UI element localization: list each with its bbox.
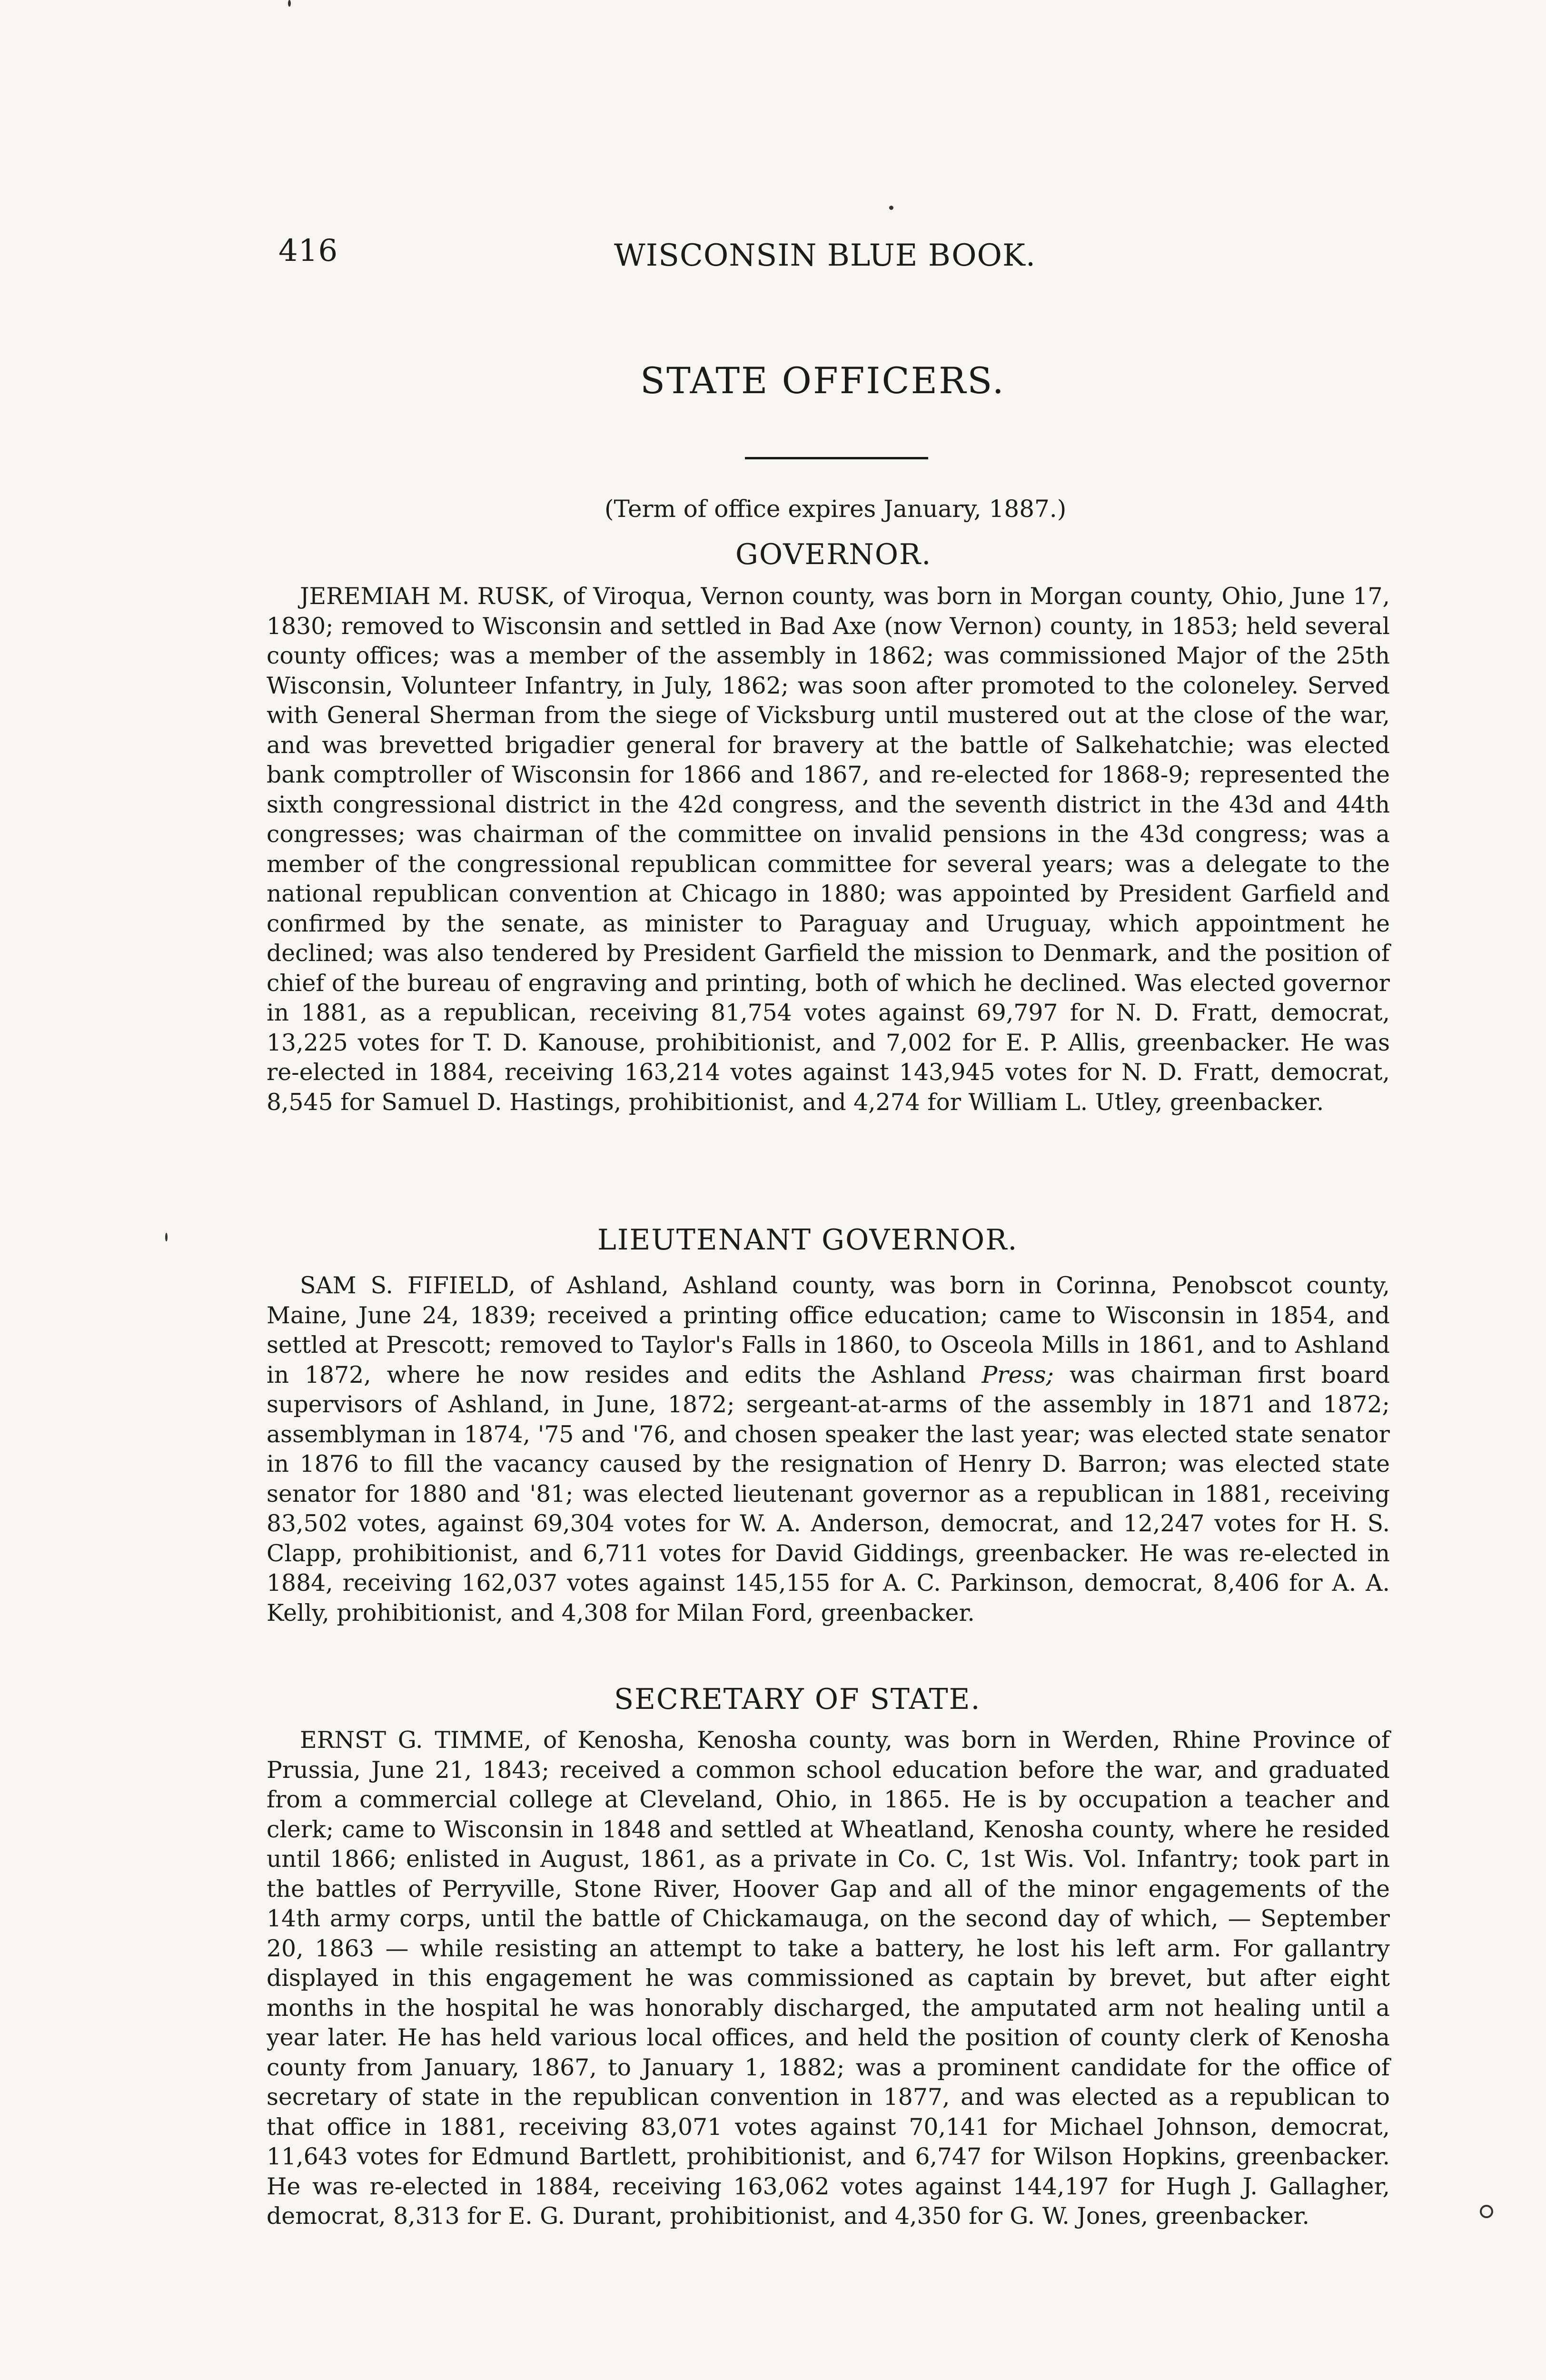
governor-biography: JEREMIAH M. RUSK, of Viroqua, Vernon county, was born in Morgan county, Ohio, June 17, 1830; removed to Wisconsin and settled in Bad Axe (now Vernon) county, in 1853; held several county offices; was a member of the assembly in 1862; was commissioned Major of the 25th Wisconsin, Volunteer Infantry, in July, 1862; was soon after promoted to the coloneley. Served with General Sherman from the siege of Vicksburg until mustered out at the close of the war, and was brevetted brigadier general for bravery at the battle of Salkehatchie; was elected bank comptroller of Wisconsin for 1866 and 1867, and re-elected for 1868-9; represented the sixth congressional district in the 42d congress, and the seventh district in the 43d and 44th congresses; was chairman of the committee on invalid pensions in the 43d congress; was a member of the congressional republican committee for several years; was a delegate to the national republican convention at Chicago in 1880; was appointed by President Garfield and confirmed by the senate, as minister to Paraguay and Uruguay, which appointment he declined; was also tendered by President Garfield the mission to Denmark, and the position of chief of the bureau of engraving and printing, both of which he declined. Was elected governor in 1881, as a republican, receiving 81,754 votes against 69,797 for N. D. Fratt, democrat, 13,225 votes for T. D. Kanouse, prohibitionist, and 7,002 for E. P. Allis, greenbacker. He was re-elected in 1884, receiving 163,214 votes against 143,945 votes for N. D. Fratt, democrat, 8,545 for Samuel D. Hastings, prohibitionist, and 4,274 for William L. Utley, greenbacker. <box>267 583 1390 1116</box>
press-italic: Press; <box>981 1361 1054 1388</box>
lieutenant-governor-text-before: SAM S. FIFIELD, of Ashland, Ashland county, was born in Corinna, Penobscot county, Maine, June 24, 1839; received a printing office education; came to Wisconsin in 1854, and settled at Prescott; removed to Taylor's Falls in 1860, to Osceola Mills in 1861, and to Ashland in 1872, where he now resides and edits the Ashland <box>267 1272 1390 1388</box>
page-title: STATE OFFICERS. <box>640 359 1005 402</box>
print-speck <box>288 0 291 7</box>
print-speck <box>889 206 893 210</box>
lieutenant-governor-text-after: was chairman first board supervisors of Ashland, in June, 1872; sergeant-at-arms of the assembly in 1871 and 1872; assemblyman in 1874, '75 and '76, and chosen speaker the last year; was elected state senator in 1876 to fill the vacancy caused by the resignation of Henry D. Barron; was elected state senator for 1880 and '81; was elected lieutenant governor as a republican in 1881, receiving 83,502 votes, against 69,304 votes for W. A. Anderson, democrat, and 12,247 votes for H. S. Clapp, prohibitionist, and 6,711 votes for David Giddings, greenbacker. He was re-elected in 1884, receiving 162,037 votes against 145,155 for A. C. Parkinson, democrat, 8,406 for A. A. Kelly, prohibitionist, and 4,308 for Milan Ford, greenbacker. <box>267 1361 1390 1626</box>
running-title: WISCONSIN BLUE BOOK. <box>614 238 1036 273</box>
section-heading-governor: GOVERNOR. <box>735 538 932 571</box>
section-heading-lieutenant-governor: LIEUTENANT GOVERNOR. <box>597 1223 1018 1257</box>
section-heading-secretary-of-state: SECRETARY OF STATE. <box>614 1683 981 1716</box>
term-note: (Term of office expires January, 1887.) <box>605 495 1067 523</box>
lieutenant-governor-biography <box>267 1271 1390 1628</box>
page-number: 416 <box>278 233 338 268</box>
print-speck <box>165 1233 168 1241</box>
secretary-of-state-biography: ERNST G. TIMME, of Kenosha, Kenosha county, was born in Werden, Rhine Province of Prussia, June 21, 1843; received a common school education before the war, and graduated from a commercial college at Cleveland, Ohio, in 1865. He is by occupation a teacher and clerk; came to Wisconsin in 1848 and settled at Wheatland, Kenosha county, where he resided until 1866; enlisted in August, 1861, as a private in Co. C, 1st Wis. Vol. Infantry; took part in the battles of Perryville, Stone River, Hoover Gap and all of the minor engagements of the 14th army corps, until the battle of Chickamauga, on the second day of which, — September 20, 1863 — while resisting an attempt to take a battery, he lost his left arm. For gallantry displayed in this engagement he was commissioned as captain by brevet, but after eight months in the hospital he was honorably discharged, the amputated arm not healing until a year later. He has held various local offices, and held the position of county clerk of Kenosha county from January, 1867, to January 1, 1882; was a prominent candidate for the office of secretary of state in the republican convention in 1877, and was elected as a republican to that office in 1881, receiving 83,071 votes against 70,141 for Michael Johnson, democrat, 11,643 votes for Edmund Bartlett, prohibitionist, and 6,747 for Wilson Hopkins, greenbacker. He was re-elected in 1884, receiving 163,062 votes against 144,197 for Hugh J. Gallagher, democrat, 8,313 for E. G. Durant, prohibitionist, and 4,350 for G. W. Jones, greenbacker. <box>267 1726 1390 2230</box>
title-rule <box>745 457 928 459</box>
print-speck <box>1480 2205 1493 2218</box>
